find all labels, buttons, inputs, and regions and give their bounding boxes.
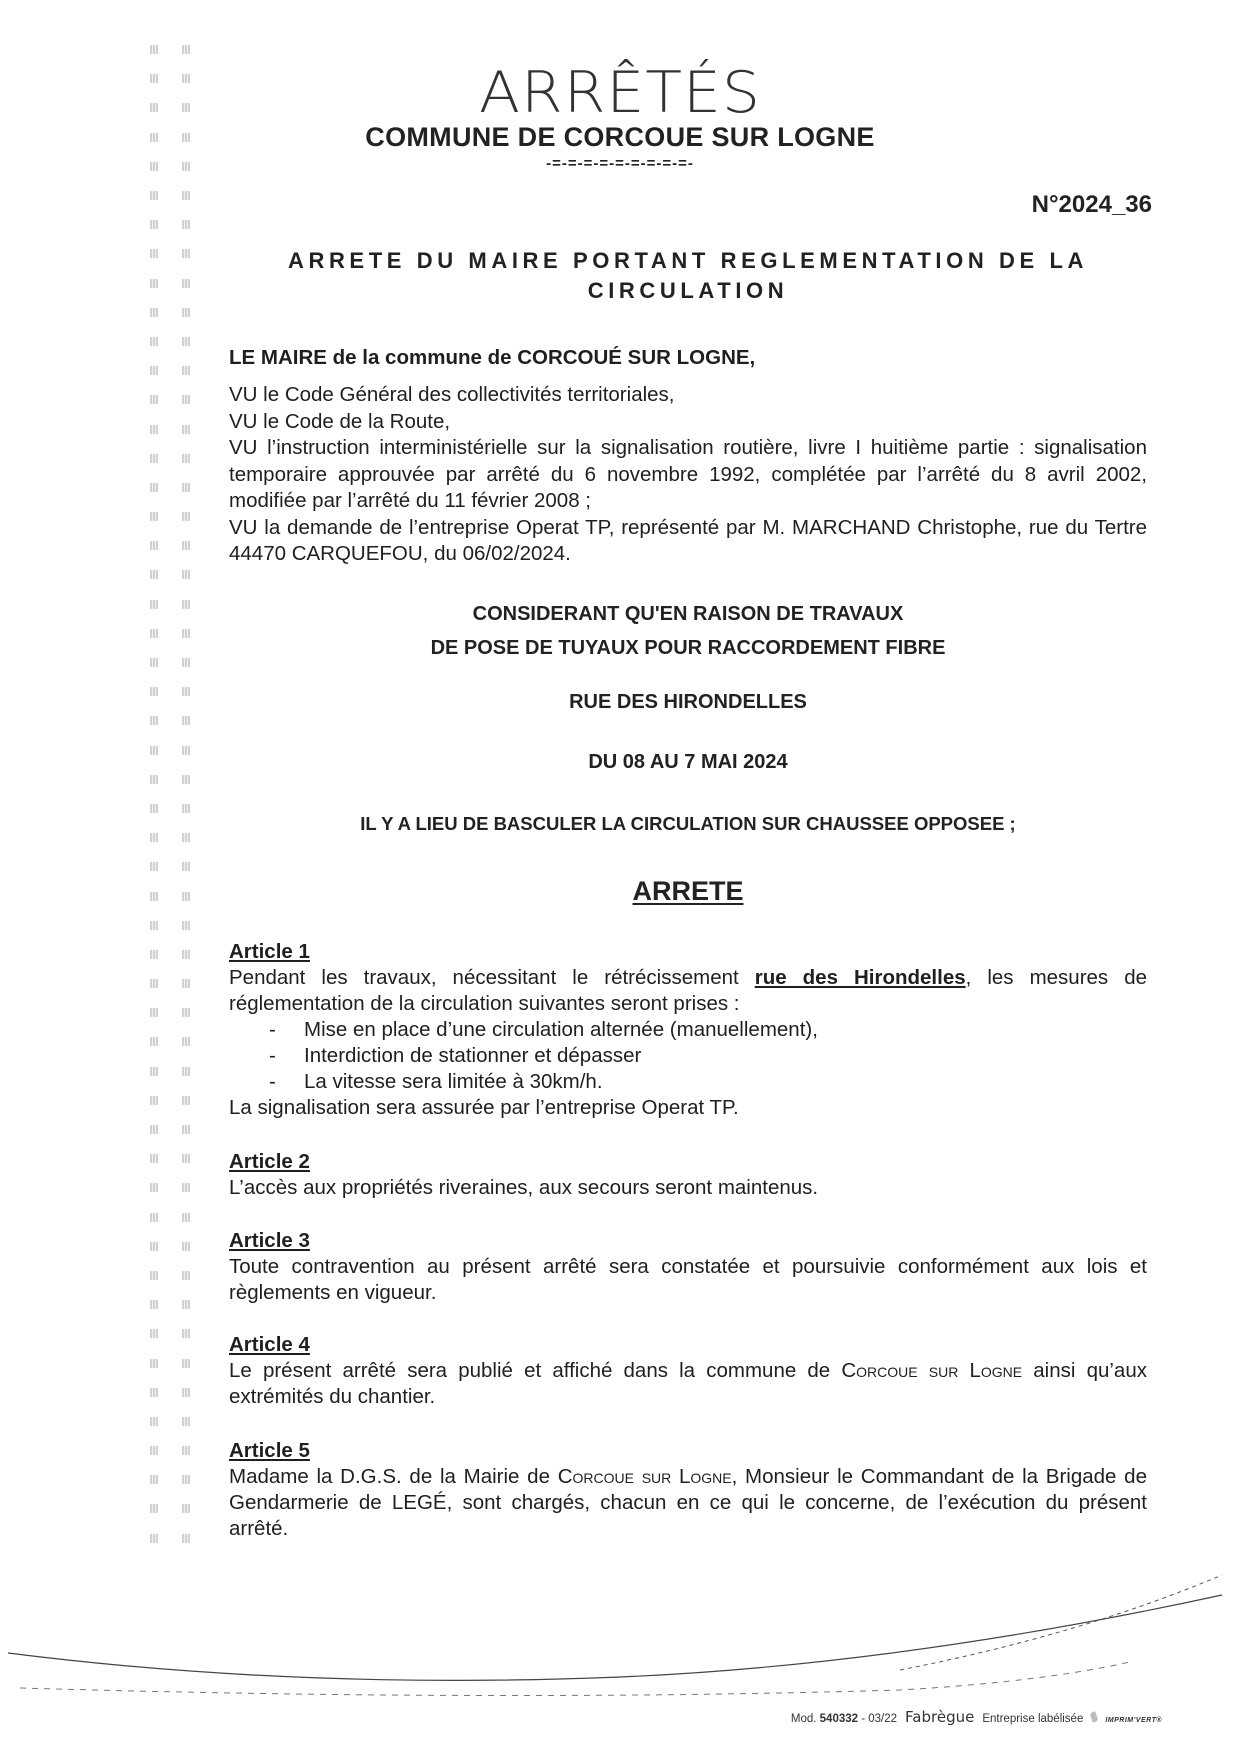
margin-mark	[182, 1154, 190, 1163]
street-name: RUE DES HIRONDELLES	[569, 691, 807, 713]
leaf-icon	[1090, 1711, 1099, 1722]
margin-mark	[150, 1125, 158, 1134]
decorative-separator: -=-=-=-=-=-=-=-=-=-	[546, 155, 694, 172]
margin-mark	[150, 454, 158, 463]
margin-mark	[150, 1037, 158, 1046]
margin-mark-row	[150, 765, 210, 794]
margin-mark-row	[150, 1436, 210, 1465]
margin-mark-row	[150, 881, 210, 910]
margin-mark-row	[150, 239, 210, 268]
article-text: Toute contravention au présent arrêté sera constatée et poursuivie conformément aux lois et règlements en vigueur.	[229, 1255, 1147, 1304]
street-emphasis: rue des Hirondelles	[754, 966, 966, 989]
margin-mark-row	[150, 677, 210, 706]
margin-mark-row	[150, 1290, 210, 1319]
text-start: Le présent arrêté sera publié et affiché dans la commune de	[229, 1359, 842, 1382]
article-4	[229, 1332, 1147, 1410]
margin-mark-row	[150, 998, 210, 1027]
margin-mark	[150, 483, 158, 492]
margin-mark	[150, 1067, 158, 1076]
vu-item: VU le Code Général des collectivités territoriales,	[229, 383, 675, 406]
printer-footer	[791, 1708, 1162, 1726]
margin-mark	[150, 775, 158, 784]
margin-mark	[150, 804, 158, 813]
margin-mark-row	[150, 385, 210, 414]
intro-text-end: , les mesures de réglementation de la circulation suivantes seront prises :	[229, 966, 1147, 1015]
margin-mark	[182, 1417, 190, 1426]
margin-mark	[182, 1125, 190, 1134]
main-title-line-2: CIRCULATION	[587, 278, 789, 303]
margin-mark	[150, 191, 158, 200]
margin-mark-row	[150, 590, 210, 619]
margin-mark-row	[150, 1465, 210, 1494]
vu-references	[229, 382, 1147, 568]
mod-date: - 03/22	[861, 1713, 898, 1725]
margin-mark	[150, 45, 158, 54]
imprimvert-label: IMPRIM'VERT®	[1105, 1717, 1162, 1724]
article-5	[229, 1438, 1147, 1542]
margin-mark	[150, 1154, 158, 1163]
margin-mark	[150, 220, 158, 229]
considerant-line-2: DE POSE DE TUYAUX POUR RACCORDEMENT FIBRE	[430, 637, 946, 659]
margin-mark	[150, 541, 158, 550]
margin-mark-row	[150, 823, 210, 852]
margin-mark-row	[150, 1115, 210, 1144]
margin-mark-row	[150, 269, 210, 298]
margin-mark-row	[150, 1261, 210, 1290]
margin-mark-row	[150, 1027, 210, 1056]
text-end: , Monsieur le Commandant de la Brigade de Gendarmerie de LEGÉ, sont chargés, chacun en ce qui le concerne, de l’exécution du présent arrêté.	[229, 1465, 1147, 1540]
margin-mark	[150, 1446, 158, 1455]
article-title: Article 5	[229, 1439, 310, 1462]
margin-mark-row	[150, 327, 210, 356]
margin-mark	[150, 600, 158, 609]
maire-statement	[229, 345, 1147, 372]
vu-item: VU la demande de l’entreprise Operat TP, représenté par M. MARCHAND Christophe, rue du Tertre 44470 CARQUEFOU, du 06/02/2024.	[229, 515, 1147, 565]
margin-mark	[182, 1388, 190, 1397]
measure-item: - La vitesse sera limitée à 30km/h.	[229, 1069, 1147, 1095]
margin-mark	[150, 921, 158, 930]
margin-mark	[150, 395, 158, 404]
article-text	[229, 1464, 1147, 1542]
margin-mark	[182, 600, 190, 609]
margin-mark	[182, 716, 190, 725]
margin-mark	[150, 687, 158, 696]
margin-mark	[182, 1183, 190, 1192]
text-end: ainsi qu’aux extrémités du chantier.	[229, 1359, 1147, 1408]
margin-mark	[150, 746, 158, 755]
margin-mark	[182, 512, 190, 521]
margin-mark-row	[150, 1086, 210, 1115]
article-title: Article 4	[229, 1333, 310, 1356]
margin-mark-row	[150, 531, 210, 560]
margin-mark	[150, 308, 158, 317]
margin-mark	[150, 1183, 158, 1192]
margin-mark	[182, 862, 190, 871]
margin-mark	[150, 1213, 158, 1222]
commune-heading: COMMUNE DE CORCOUE SUR LOGNE	[365, 122, 875, 152]
arrete-number: N°2024_36	[1031, 191, 1152, 218]
commune-name: Corcoue sur Logne	[841, 1359, 1023, 1382]
margin-mark	[150, 1475, 158, 1484]
margin-mark-row	[150, 940, 210, 969]
measure-item: - Mise en place d’une circulation alternée (manuellement),	[229, 1017, 1147, 1043]
margin-mark-row	[150, 560, 210, 589]
considerant-line-1: CONSIDERANT QU'EN RAISON DE TRAVAUX	[472, 603, 904, 625]
article-outro: La signalisation sera assurée par l’entreprise Operat TP.	[229, 1096, 739, 1119]
margin-mark	[182, 249, 190, 258]
margin-mark-row	[150, 1494, 210, 1523]
vu-item: VU l’instruction interministérielle sur la signalisation routière, livre I huitième partie : signalisation temporaire approuvée par arrêté du 6 novembre 1992, complétée par l’arrêté du 8 avril 2002, modifiée par l’arrêté du 11 février 2008 ;	[229, 436, 1147, 512]
maire-mid: de la commune de	[326, 346, 518, 369]
margin-mark	[182, 454, 190, 463]
margin-mark	[182, 1475, 190, 1484]
margin-mark	[150, 1504, 158, 1513]
margin-mark	[150, 658, 158, 667]
margin-mark	[150, 629, 158, 638]
margin-mark	[182, 833, 190, 842]
margin-mark-row	[150, 969, 210, 998]
margin-mark	[182, 570, 190, 579]
article-intro	[229, 965, 1147, 1017]
margin-mark-row	[150, 706, 210, 735]
margin-mark	[150, 1329, 158, 1338]
margin-mark	[150, 1300, 158, 1309]
margin-mark-row	[150, 852, 210, 881]
margin-mark-row	[150, 648, 210, 677]
margin-mark	[182, 279, 190, 288]
margin-mark-row	[150, 794, 210, 823]
margin-mark	[150, 279, 158, 288]
margin-mark	[182, 1329, 190, 1338]
margin-mark	[150, 1271, 158, 1280]
margin-mark	[150, 512, 158, 521]
margin-mark	[150, 862, 158, 871]
article-1	[229, 939, 1147, 1121]
margin-mark	[182, 1096, 190, 1105]
margin-mark	[150, 1242, 158, 1251]
vu-item: VU le Code de la Route,	[229, 409, 451, 433]
printer-brand: Fabrègue	[905, 1708, 975, 1726]
margin-mark	[182, 979, 190, 988]
margin-mark	[182, 687, 190, 696]
margin-mark	[182, 483, 190, 492]
margin-mark	[150, 1417, 158, 1426]
margin-mark	[150, 1008, 158, 1017]
margin-mark	[150, 249, 158, 258]
margin-mark	[182, 1213, 190, 1222]
margin-mark	[150, 366, 158, 375]
margin-mark	[182, 425, 190, 434]
arrete-heading: ARRETE	[632, 876, 744, 906]
margin-mark	[182, 1359, 190, 1368]
margin-mark	[182, 775, 190, 784]
margin-mark-row	[150, 210, 210, 239]
margin-mark	[182, 629, 190, 638]
margin-mark-row	[150, 1407, 210, 1436]
margin-mark	[150, 1359, 158, 1368]
margin-mark-row	[150, 298, 210, 327]
margin-mark	[182, 1242, 190, 1251]
margin-mark	[150, 1534, 158, 1543]
margin-mark-row	[150, 1319, 210, 1348]
intro-text: Pendant les travaux, nécessitant le rétrécissement	[229, 966, 755, 989]
margin-mark	[182, 220, 190, 229]
document-type-title	[0, 60, 1240, 127]
margin-mark-row	[150, 1348, 210, 1377]
maire-label: LE MAIRE	[229, 346, 327, 369]
margin-mark	[150, 979, 158, 988]
article-title: Article 3	[229, 1229, 310, 1252]
arrete-main-title	[228, 246, 1148, 306]
margin-mark-row	[150, 1203, 210, 1232]
margin-mark	[182, 658, 190, 667]
margin-mark	[150, 950, 158, 959]
margin-mark	[182, 45, 190, 54]
decorative-curves	[0, 1560, 1240, 1700]
margin-mark	[150, 337, 158, 346]
margin-mark-row	[150, 1144, 210, 1173]
margin-mark	[182, 337, 190, 346]
margin-mark-row	[150, 414, 210, 443]
margin-mark-row	[150, 1057, 210, 1086]
article-3	[229, 1228, 1147, 1306]
margin-mark	[150, 1388, 158, 1397]
text-start: Madame la D.G.S. de la Mairie de	[229, 1465, 558, 1488]
margin-mark	[182, 746, 190, 755]
margin-mark-row	[150, 356, 210, 385]
work-dates: DU 08 AU 7 MAI 2024	[588, 751, 788, 773]
mod-number: 540332	[819, 1713, 859, 1725]
margin-mark	[182, 1008, 190, 1017]
article-text	[229, 1358, 1147, 1410]
margin-mark	[182, 804, 190, 813]
margin-mark-row	[150, 473, 210, 502]
commune-name: Corcoue sur Logne	[557, 1465, 732, 1488]
margin-mark-row	[150, 1173, 210, 1202]
margin-mark	[150, 425, 158, 434]
margin-mark-row	[150, 502, 210, 531]
article-title: Article 1	[229, 940, 310, 963]
label-text: Entreprise labélisée	[982, 1713, 1084, 1725]
margin-mark	[182, 892, 190, 901]
margin-mark-row	[150, 911, 210, 940]
main-title-line-1: ARRETE DU MAIRE PORTANT REGLEMENTATION DE LA	[287, 248, 1089, 273]
margin-perforation-marks	[150, 35, 210, 1553]
margin-mark	[182, 1067, 190, 1076]
margin-mark	[182, 950, 190, 959]
margin-mark-row	[150, 181, 210, 210]
article-text: L’accès aux propriétés riveraines, aux secours seront maintenus.	[229, 1176, 819, 1199]
considerant-block	[229, 597, 1147, 665]
margin-mark-row	[150, 444, 210, 473]
title-text: ARRÊTÉS	[479, 59, 761, 127]
margin-mark	[182, 395, 190, 404]
margin-mark	[182, 1271, 190, 1280]
maire-commune: CORCOUÉ SUR LOGNE,	[517, 346, 756, 369]
margin-mark	[150, 1096, 158, 1105]
mod-prefix: Mod.	[790, 1713, 817, 1725]
margin-mark-row	[150, 1232, 210, 1261]
margin-mark	[182, 366, 190, 375]
margin-mark	[182, 191, 190, 200]
article-2	[229, 1149, 1147, 1201]
margin-mark	[150, 892, 158, 901]
margin-mark	[150, 833, 158, 842]
measures-list	[229, 1017, 1147, 1095]
article-title: Article 2	[229, 1150, 310, 1173]
margin-mark	[182, 541, 190, 550]
margin-mark-row	[150, 1378, 210, 1407]
margin-mark	[182, 921, 190, 930]
margin-mark	[150, 570, 158, 579]
solid-curve	[8, 1595, 1222, 1680]
margin-mark	[182, 1300, 190, 1309]
mod-reference	[791, 1713, 897, 1725]
dashed-curve-upper	[900, 1575, 1222, 1670]
margin-mark	[182, 1504, 190, 1513]
traffic-measure: IL Y A LIEU DE BASCULER LA CIRCULATION SUR CHAUSSEE OPPOSEE ;	[360, 813, 1016, 834]
margin-mark-row	[150, 619, 210, 648]
margin-mark	[182, 1446, 190, 1455]
measure-item: - Interdiction de stationner et dépasser	[229, 1043, 1147, 1069]
margin-mark-row	[150, 736, 210, 765]
margin-mark	[182, 308, 190, 317]
margin-mark	[182, 1037, 190, 1046]
margin-mark	[182, 1534, 190, 1543]
margin-mark-row	[150, 1524, 210, 1553]
margin-mark	[150, 716, 158, 725]
